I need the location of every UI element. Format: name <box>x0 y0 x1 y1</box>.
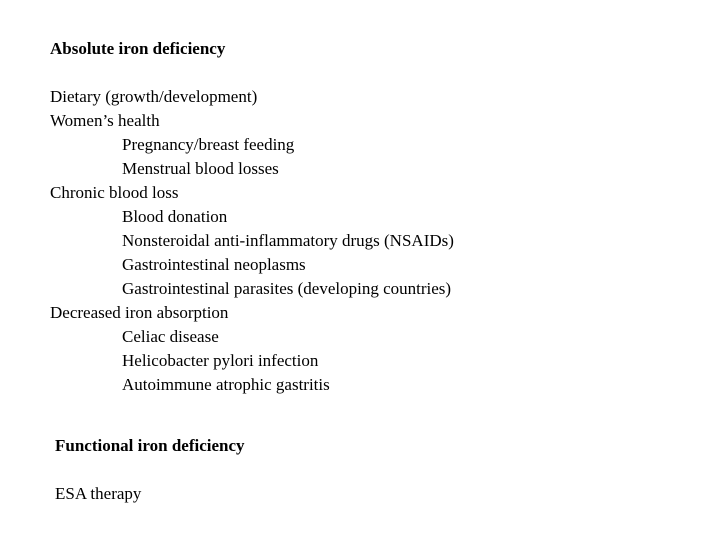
sub-item-gi-parasites: Gastrointestinal parasites (developing countries) <box>122 279 452 298</box>
sub-item-gi-neoplasms: Gastrointestinal neoplasms <box>122 255 306 274</box>
list-item-esa-therapy: ESA therapy <box>55 484 142 503</box>
sub-item-nsaids: Nonsteroidal anti-inflammatory drugs (NSAIDs) <box>122 231 454 250</box>
functional-section-heading: Functional iron deficiency <box>55 436 245 455</box>
list-item-dietary: Dietary (growth/development) <box>50 87 258 106</box>
list-item-chronic-blood-loss: Chronic blood loss <box>50 183 179 202</box>
sub-item-blood-donation: Blood donation <box>122 207 228 226</box>
sub-item-pregnancy: Pregnancy/breast feeding <box>122 135 295 154</box>
list-item-decreased-absorption: Decreased iron absorption <box>50 303 229 322</box>
sub-item-menstrual: Menstrual blood losses <box>122 159 279 178</box>
list-item-womens-health: Women’s health <box>50 111 160 130</box>
sub-item-atrophic-gastritis: Autoimmune atrophic gastritis <box>122 375 330 394</box>
sub-item-celiac: Celiac disease <box>122 327 219 346</box>
sub-item-h-pylori: Helicobacter pylori infection <box>122 351 319 370</box>
absolute-section-heading: Absolute iron deficiency <box>50 39 226 58</box>
